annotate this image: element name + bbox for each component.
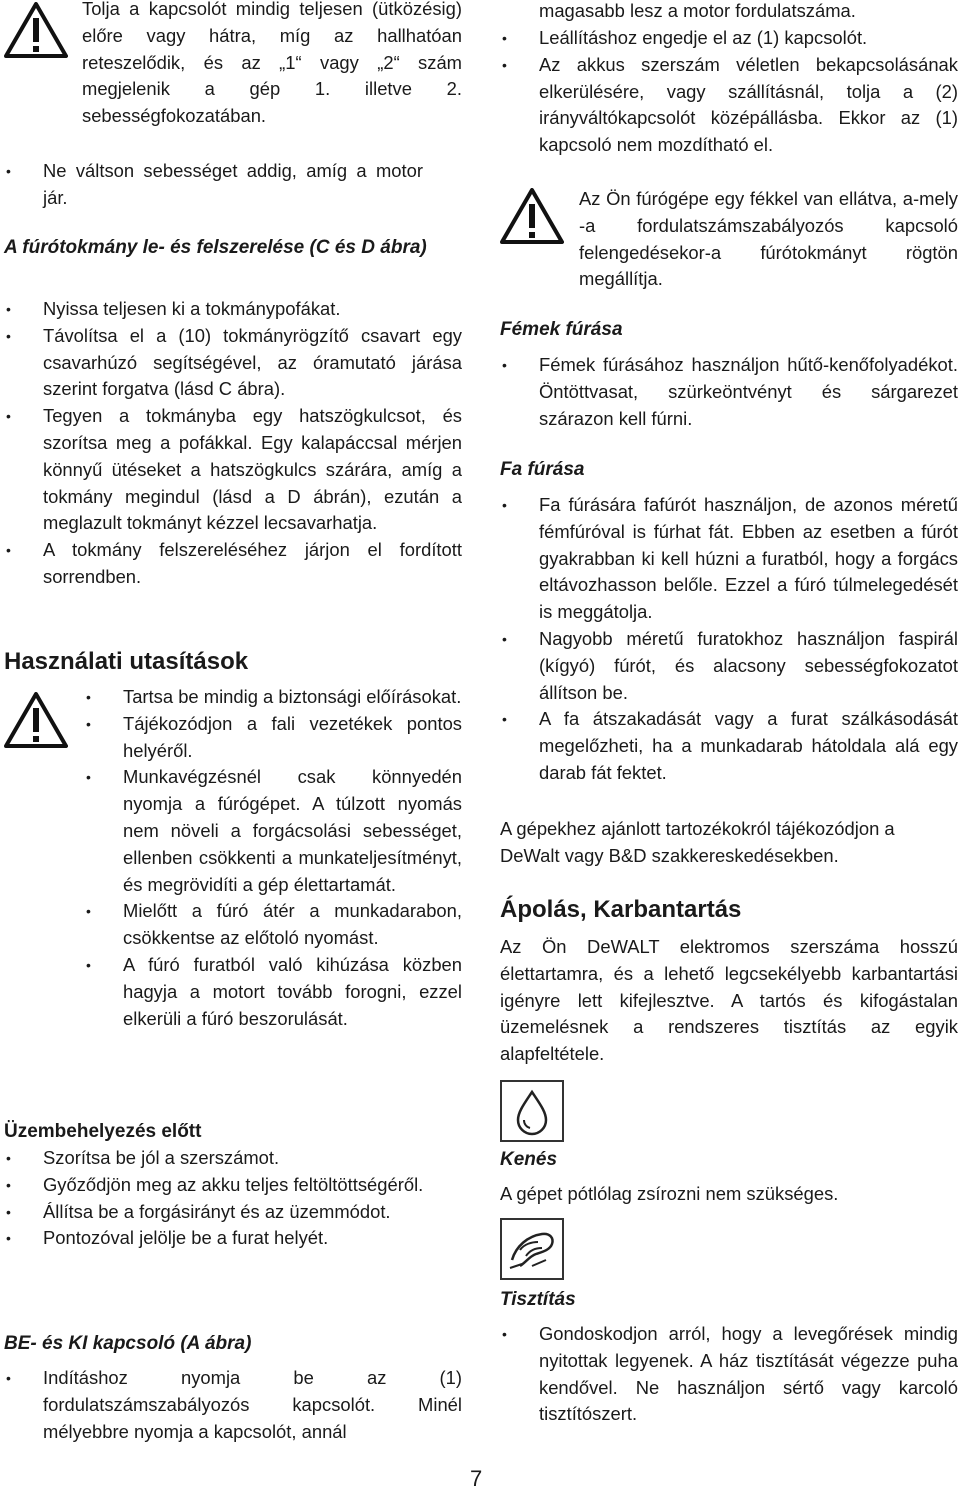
accessories-text: A gépekhez ajánlott tartozékokról tájékozódjon a DeWalt vagy B&D szakkereskedésekben. [500, 818, 895, 866]
usage-list [84, 684, 462, 1032]
list-item: • Az akkus szerszám véletlen bekapcsolásának elkerülésére, vagy szállításnál, tolja a (2) irányváltókapcsolót középállásba. Ekkor az (1) kapcsoló nem mozdítható el. [500, 52, 958, 159]
list-item: • Fémek fúrásához használjon hűtő-kenőfolyadékot. Öntöttvasat, szürkeöntvényt és sárgarezet szárazon kell fúrni. [500, 352, 958, 432]
before-use-heading: Üzembehelyezés előtt [4, 1121, 202, 1142]
wood-heading: Fa fúrása [500, 459, 585, 480]
usage-heading: Használati utasítások [4, 648, 249, 675]
list-item: • Tartsa be mindig a biztonsági előírásokat. [84, 684, 462, 711]
page-number: 7 [470, 1466, 483, 1491]
list-item: • A tokmány felszereléséhez járjon el fordított sorrendben. [4, 537, 462, 591]
switch-list [4, 1365, 462, 1445]
continuation-text: magasabb lesz a motor fordulatszáma. [539, 0, 856, 21]
list-item: • Munkavégzésnél csak könnyedén nyomja a fúrógépet. A túlzott nyomás nem növeli a forgácsolási sebességet, ellenben csökkenti a munkateljesítményt, és megrövidíti a gép élettartamát. [84, 764, 462, 898]
list-item: • Győződjön meg az akku teljes feltöltöttségéről. [4, 1172, 462, 1199]
metal-heading: Fémek fúrása [500, 319, 623, 340]
metal-list [500, 352, 958, 432]
list-item: • Szorítsa be jól a szerszámot. [4, 1145, 462, 1172]
list-item: • Indításhoz nyomja be az (1) fordulatszámszabályozós kapcsolót. Minél mélyebbre nyomja a kapcsolót, annál [4, 1365, 462, 1445]
chuck-heading: A fúrótokmány le- és felszerelése (C és D ábra) [4, 237, 427, 258]
list-item: • Tájékozódjon a fali vezetékek pontos helyéről. [84, 711, 462, 765]
cleaning-list [500, 1321, 958, 1428]
warning-triangle-icon [500, 188, 564, 244]
list-item: • Tegyen a tokmányba egy hatszögkulcsot, és szorítsa meg a pofákkal. Egy kalapáccsal mérjen könnyű ütéseket a hatszögkulcs szárára, amíg a tokmány megindul (lásd a D ábrán), ezután a meglazult tokmányt kézzel lecsavarhatja. [4, 403, 462, 537]
warning-triangle-icon [4, 692, 68, 748]
care-text: Az Ön DeWALT elektromos szerszáma hosszú élettartamra, és a lehető legcsekélyebb karbantartási igényre lett kifejlesztve. A tartós és kifogástalan üzemelésnek a rendszeres tisztítás az egyik alapfeltétele. [500, 936, 958, 1065]
list-item: • Leállításhoz engedje el az (1) kapcsolót. [500, 25, 958, 52]
warning-block-intro [4, 0, 462, 130]
lubrication-text: A gépet pótlólag zsírozni nem szükséges. [500, 1183, 839, 1204]
list-item: • A fúró furatból való kihúzása közben hagyja a motort tovább forogni, ezzel elkerüli a fúró beszorulását. [84, 952, 462, 1032]
before-use-list [4, 1145, 462, 1252]
switch-continued-list [500, 25, 958, 159]
oil-drop-icon [500, 1080, 564, 1142]
chuck-list [4, 296, 462, 591]
lubrication-heading: Kenés [500, 1149, 558, 1170]
list-item: • Ne váltson sebességet addig, amíg a motor jár. [4, 158, 423, 212]
left-column [4, 0, 462, 1442]
list-item: • Fa fúrására fafúrót használjon, de azonos méretű fémfúróval is fúrhat fát. Ebben az esetben a fúrót gyakrabban ki kell húzni a furatból, hogy a forgács eltávozhasson belőle. Ezzel a fúró túlmelegedését is meggátolja. [500, 492, 958, 626]
cleaning-heading: Tisztítás [500, 1289, 576, 1310]
cleaning-hand-icon [500, 1218, 564, 1280]
switch-heading: BE- és KI kapcsoló (A ábra) [4, 1333, 252, 1354]
list-item: • Állítsa be a forgásirányt és az üzemmódot. [4, 1199, 462, 1226]
care-heading: Ápolás, Karbantartás [500, 896, 742, 923]
list-item: • Távolítsa el a (10) tokmányrögzítő csavart egy csavarhúzó segítségével, az óramutató járása szerint forgatva (lásd C ábra). [4, 323, 462, 403]
list-item: • A fa átszakadását vagy a furat szálkásodását megelőzheti, ha a munkadarab hátoldala alá egy darab fát fektet. [500, 706, 958, 786]
list-item: • Nagyobb méretű furatokhoz használjon faspirál (kígyó) fúrót, és alacsony sebességfokozatot állítson be. [500, 626, 958, 706]
brake-warning-text: Az Ön fúrógépe egy fékkel van ellátva, a-mely -a fordulatszámszabályozós kapcsoló felengedésekor-a fúrótokmányt rögtön megállítja. [579, 188, 958, 290]
list-item: • Nyissa teljesen ki a tokmánypofákat. [4, 296, 462, 323]
list-item: • Mielőtt a fúró átér a munkadarabon, csökkentse az előtoló nyomást. [84, 898, 462, 952]
wood-list [500, 492, 958, 787]
speed-bullet-list [4, 158, 462, 212]
list-item: • Pontozóval jelölje be a furat helyét. [4, 1225, 462, 1252]
warning-triangle-icon [4, 2, 68, 58]
list-item: • Gondoskodjon arról, hogy a levegőrések mindig nyitottak legyenek. A ház tisztítását végezze puha kendővel. Ne használjon sértő vagy karcoló tisztítószert. [500, 1321, 958, 1428]
warning-text-intro: Tolja a kapcsolót mindig teljesen (ütközésig) előre vagy hátra, míg az hallhatóan reteszelődik, és az „1“ vagy „2“ szám megjelenik a gép 1. illetve 2. sebességfokozatában. [82, 0, 462, 127]
